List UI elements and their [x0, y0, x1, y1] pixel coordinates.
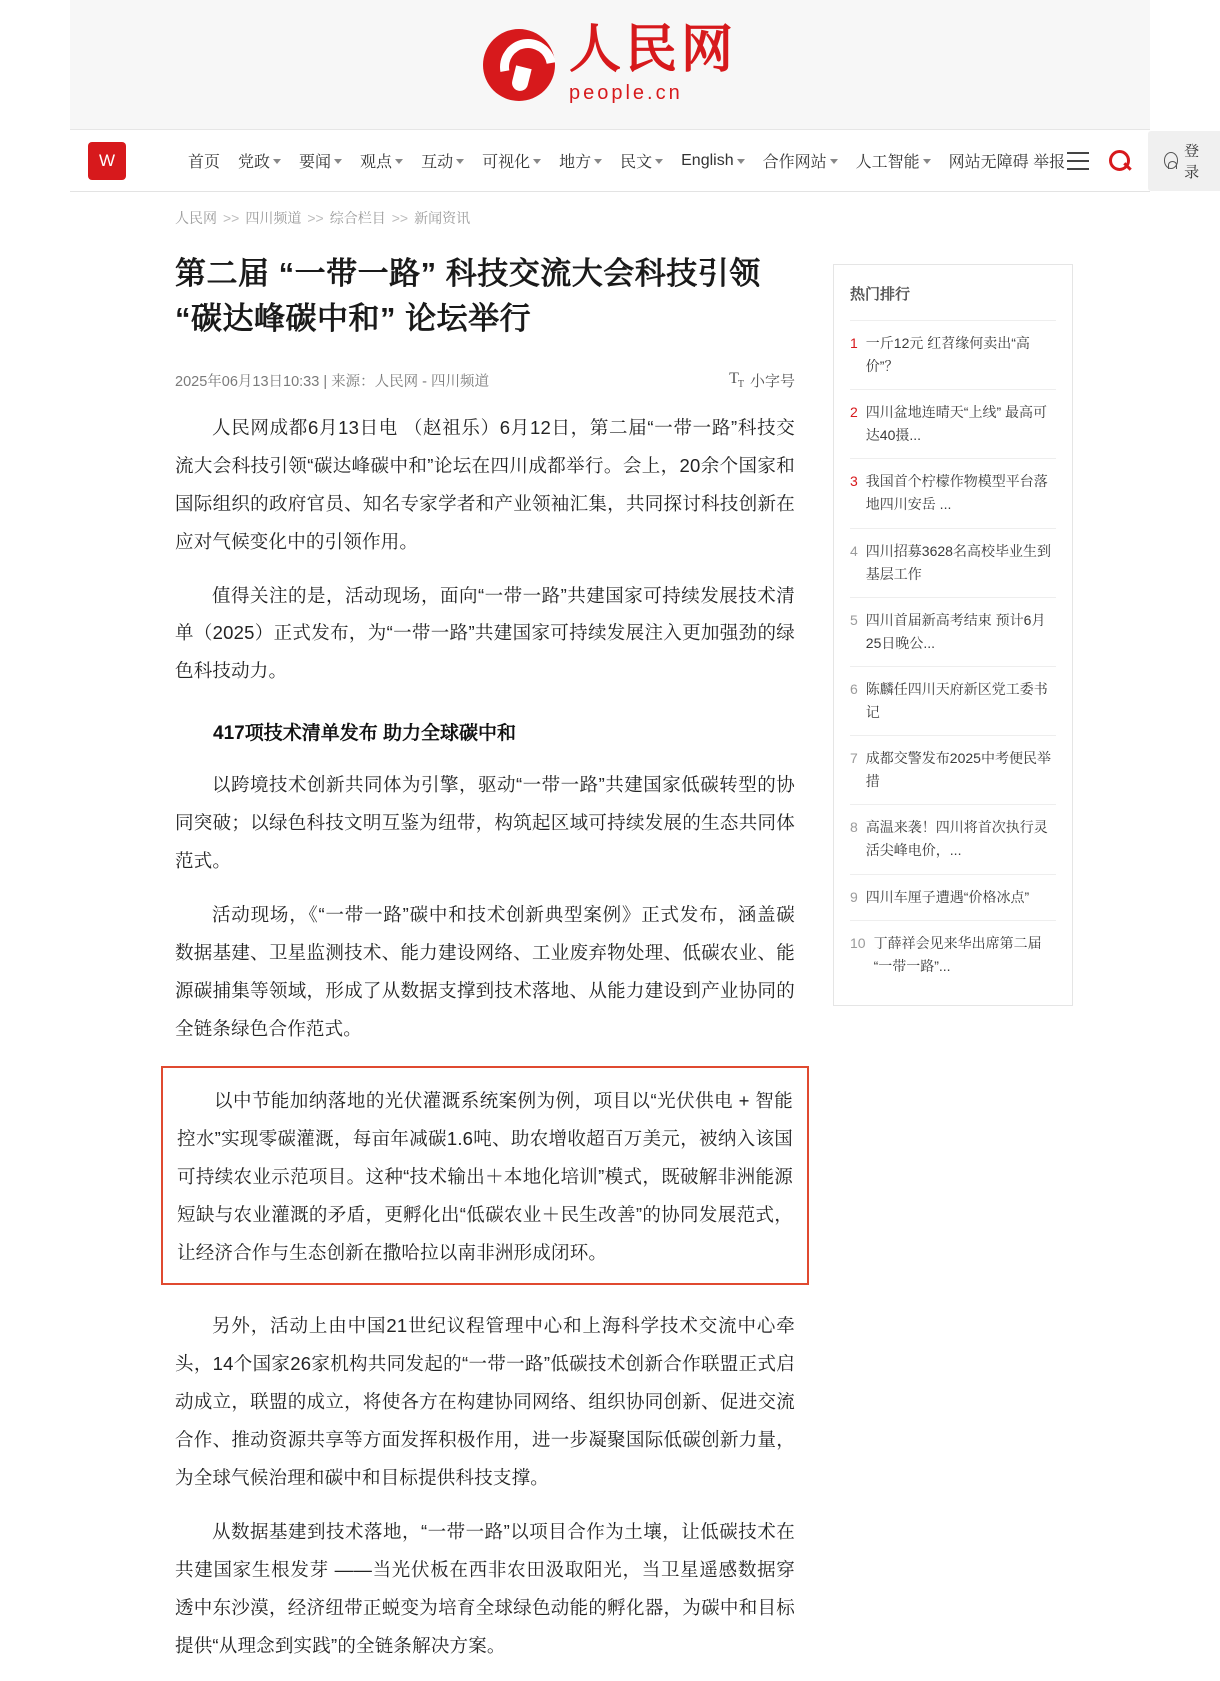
list-item[interactable]	[850, 874, 1056, 920]
nav-label: 民文	[620, 154, 653, 171]
chevron-down-icon	[334, 159, 342, 164]
breadcrumb-item-1[interactable]: 四川频道	[245, 210, 302, 226]
article-meta-row	[175, 370, 795, 391]
logo-wordmark	[568, 21, 737, 105]
list-item[interactable]	[850, 597, 1056, 666]
breadcrumb-separator: >>	[307, 210, 324, 226]
nav-item-dangzheng[interactable]	[236, 145, 283, 176]
article-paragraph: 以跨境技术创新共同体为引擎，驱动“一带一路”共建国家低碳转型的协同突破；以绿色科技文明互鉴为纽带，构筑起区域可持续发展的生态共同体范式。	[175, 774, 795, 872]
article-paragraph-highlighted: 以中节能加纳落地的光伏灌溉系统案例为例，项目以“光伏供电 + 智能控水”实现零碳灌溉，每亩年减碳1.6吨、助农增收超百万美元，被纳入该国可持续农业示范项目。这种“技术输出＋本地化培训”模式，既破解非洲能源短缺与农业灌溉的矛盾，更孵化出“低碳农业＋民生改善”的协同发展范式，让经济合作与生态创新在撒哈拉以南非洲形成闭环。	[177, 1089, 793, 1263]
logo-title-en: people.cn	[568, 82, 683, 104]
chevron-down-icon	[594, 159, 602, 164]
site-logo[interactable]	[483, 21, 737, 105]
breadcrumb-item-2[interactable]: 综合栏目	[329, 210, 386, 226]
list-item[interactable]	[850, 666, 1056, 735]
page-root	[70, 0, 1200, 1681]
hot-ranking-title: 热门排行	[850, 286, 911, 303]
chevron-down-icon	[395, 159, 403, 164]
rank-text: 丁薛祥会见来华出席第二届“一带一路”...	[873, 934, 1042, 974]
nav-item-rengongzhineng[interactable]	[854, 145, 933, 176]
chevron-down-icon	[655, 159, 663, 164]
rank-number: 7	[850, 750, 858, 767]
highlighted-paragraph-box	[161, 1066, 809, 1286]
nav-item-difang[interactable]	[557, 145, 604, 176]
article-paragraph: 另外，活动上由中国21世纪议程管理中心和上海科学技术交流中心牵头，14个国家26家机构共同发起的“一带一路”低碳技术创新合作联盟正式启动成立，联盟的成立，将使各方在构建协同网络、组织协同创新、促进交流合作、推动资源共享等方面发挥积极作用，进一步凝聚国际低碳创新力量，为全球气候治理和碳中和目标提供科技支撑。	[175, 1315, 795, 1489]
nav-item-keshihua[interactable]	[480, 145, 543, 176]
list-item[interactable]	[850, 458, 1056, 527]
list-item[interactable]	[850, 920, 1056, 989]
chevron-down-icon	[830, 159, 838, 164]
nav-item-english[interactable]	[679, 148, 746, 174]
nav-item-yaowen[interactable]	[297, 145, 344, 176]
chevron-down-icon	[456, 159, 464, 164]
text-size-icon: $T_T$	[729, 370, 743, 391]
rank-text: 高温来袭！四川将首次执行灵活尖峰电价，...	[865, 819, 1048, 859]
main-navbar	[70, 130, 1200, 192]
article-subheading: 417项技术清单发布 助力全球碳中和	[213, 723, 516, 745]
rank-text: 四川首届新高考结束 预计6月25日晚公...	[865, 611, 1046, 651]
nav-label: 人工智能	[855, 154, 920, 171]
rank-number: 5	[850, 611, 858, 628]
list-item[interactable]	[850, 804, 1056, 873]
nav-right-controls	[1067, 131, 1220, 191]
article-meta: 2025年06月13日10:33 | 来源：人民网 - 四川频道	[175, 373, 490, 390]
hot-ranking-sidebar	[833, 264, 1073, 1006]
page-title: 第二届 “一带一路” 科技交流大会科技引领 “碳达峰碳中和” 论坛举行	[175, 256, 761, 336]
breadcrumb-separator: >>	[223, 210, 240, 226]
chevron-down-icon	[923, 159, 931, 164]
logo-title-cn: 人民网	[568, 21, 737, 79]
rank-text: 四川招募3628名高校毕业生到基层工作	[865, 542, 1051, 582]
site-header	[70, 0, 1150, 130]
rank-text: 我国首个柠檬作物模型平台落地四川安岳 ...	[865, 473, 1048, 513]
rank-number: 10	[850, 934, 866, 951]
list-item[interactable]	[850, 320, 1056, 389]
search-icon[interactable]	[1107, 148, 1129, 174]
article-paragraph: 从数据基建到技术落地，“一带一路”以项目合作为土壤，让低碳技术在共建国家生根发芽 ——当光伏板在西非农田汲取阳光，当卫星遥感数据穿透中东沙漠，经济纽带正蜕变为培育全球绿色动能的孵化器，为碳中和目标提供“从理念到实践”的全链条解决方案。	[175, 1521, 795, 1656]
font-size-label: 小字号	[749, 372, 795, 390]
nav-item-guandian[interactable]	[358, 145, 405, 176]
rank-number: 8	[850, 819, 858, 836]
list-item[interactable]	[850, 735, 1056, 804]
nav-label: 党政	[238, 154, 271, 171]
wechat-badge-icon[interactable]: W	[88, 142, 126, 180]
menu-icon[interactable]	[1067, 152, 1089, 170]
rank-text: 陈麟任四川天府新区党工委书记	[865, 680, 1048, 721]
rank-number: 2	[850, 404, 858, 421]
list-item[interactable]	[850, 389, 1056, 458]
font-size-toggle[interactable]	[729, 370, 795, 391]
content-area	[70, 238, 1150, 1681]
hot-ranking-panel	[833, 264, 1073, 1006]
rank-number: 3	[850, 473, 858, 490]
nav-label: 合作网站	[762, 154, 827, 171]
article-paragraph: 活动现场，《“一带一路”碳中和技术创新典型案例》正式发布，涵盖碳数据基建、卫星监测技术、能力建设网络、工业废弃物处理、低碳农业、能源碳捕集等领域，形成了从数据支撑到技术落地、从能力建设到产业协同的全链条绿色合作范式。	[175, 904, 795, 1039]
breadcrumb-item-3[interactable]: 新闻资讯	[414, 210, 471, 226]
article-paragraph: 人民网成都6月13日电 （赵祖乐）6月12日，第二届“一带一路”科技交流大会科技引领“碳达峰碳中和”论坛在四川成都举行。会上，20余个国家和国际组织的政府官员、知名专家学者和产业领袖汇集，共同探讨科技创新在应对气候变化中的引领作用。	[175, 416, 795, 552]
nav-item-minwen[interactable]	[618, 145, 665, 176]
chevron-down-icon	[737, 159, 745, 164]
nav-item-hezuowangzhan[interactable]	[761, 145, 840, 176]
people-cn-logo-icon	[483, 29, 555, 101]
rank-number: 4	[850, 542, 858, 559]
rank-number: 9	[850, 888, 858, 905]
user-icon	[1164, 152, 1178, 169]
nav-items	[186, 145, 1067, 176]
nav-label: 互动	[421, 154, 454, 171]
nav-item-hudong[interactable]	[419, 145, 466, 176]
rank-number: 6	[850, 680, 858, 697]
nav-label: 可视化	[482, 154, 531, 171]
rank-text: 成都交警发布2025中考便民举措	[865, 750, 1051, 790]
rank-text: 四川盆地连晴天“上线” 最高可达40摄...	[865, 404, 1048, 444]
rank-number: 1	[850, 335, 858, 351]
breadcrumb-item-0[interactable]: 人民网	[175, 210, 217, 226]
nav-label: 要闻	[299, 154, 332, 171]
nav-item-home[interactable]	[186, 145, 222, 176]
article-column	[175, 238, 795, 1681]
article-paragraph: 值得关注的是，活动现场，面向“一带一路”共建国家可持续发展技术清单（2025）正式发布，为“一带一路”共建国家可持续发展注入更加强劲的绿色科技动力。	[175, 584, 795, 682]
login-label: 登录	[1184, 142, 1200, 181]
nav-label: 网站无障碍 举报	[948, 154, 1066, 171]
list-item[interactable]	[850, 528, 1056, 597]
login-button[interactable]	[1148, 131, 1220, 191]
nav-label: 地方	[559, 154, 592, 171]
chevron-down-icon	[273, 159, 281, 164]
nav-item-accessibility-report[interactable]	[947, 145, 1067, 176]
chevron-down-icon	[533, 159, 541, 164]
breadcrumb	[70, 192, 1150, 238]
nav-label: 首页	[188, 154, 221, 171]
rank-text: 一斤12元 红苕缘何卖出“高价”？	[865, 335, 1030, 375]
nav-label: 观点	[360, 154, 393, 171]
nav-label: English	[681, 151, 734, 169]
rank-text: 四川车厘子遭遇“价格冰点”	[865, 888, 1030, 905]
breadcrumb-separator: >>	[391, 210, 409, 226]
